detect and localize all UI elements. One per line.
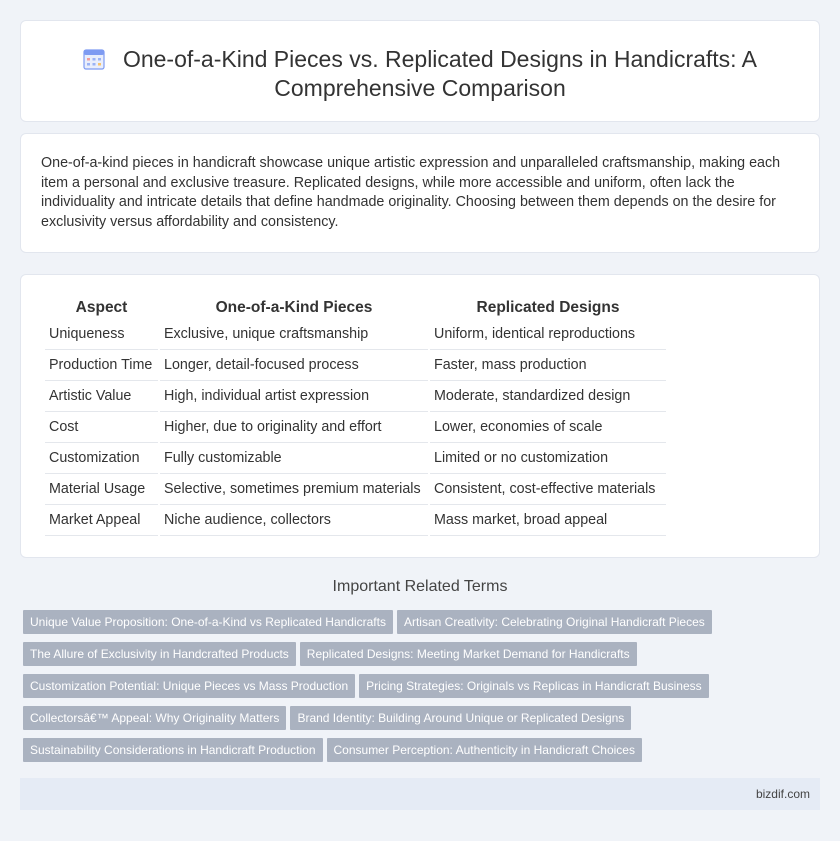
related-term-tag[interactable]: Artisan Creativity: Celebrating Original Handicraft Pieces bbox=[397, 610, 712, 634]
table-header-one-of-a-kind: One-of-a-Kind Pieces bbox=[215, 299, 373, 316]
related-terms-row bbox=[23, 738, 823, 770]
table-row bbox=[45, 505, 666, 536]
related-terms-heading: Important Related Terms bbox=[332, 578, 508, 595]
table-cell-aspect: Material Usage bbox=[45, 474, 158, 505]
calendar-icon bbox=[83, 48, 105, 70]
table-row bbox=[45, 350, 666, 381]
table-cell-one-of-a-kind: Fully customizable bbox=[160, 443, 428, 474]
related-terms-row bbox=[23, 674, 823, 706]
related-term-tag[interactable]: Unique Value Proposition: One-of-a-Kind vs Replicated Handicrafts bbox=[23, 610, 393, 634]
table-cell-one-of-a-kind: Exclusive, unique craftsmanship bbox=[160, 319, 428, 350]
table-cell-aspect: Artistic Value bbox=[45, 381, 158, 412]
table-cell-aspect: Uniqueness bbox=[45, 319, 158, 350]
table-cell-aspect: Production Time bbox=[45, 350, 158, 381]
table-row bbox=[45, 412, 666, 443]
intro-paragraph: One-of-a-kind pieces in handicraft showcase unique artistic expression and unparalleled craftsmanship, making each item a personal and exclusive treasure. Replicated designs, while more accessible and uniform, often lack the individuality and intricate details that define handmade originality. Choosing between them depends on the desire for exclusivity versus affordability and consistency. bbox=[41, 155, 781, 230]
table-row bbox=[45, 381, 666, 412]
table-cell-aspect: Customization bbox=[45, 443, 158, 474]
table-cell-replicated: Lower, economies of scale bbox=[430, 412, 666, 443]
page-title-container bbox=[61, 45, 779, 103]
related-terms-list bbox=[23, 610, 823, 770]
table-row bbox=[45, 319, 666, 350]
table-cell-one-of-a-kind: Selective, sometimes premium materials bbox=[160, 474, 428, 505]
related-terms-row bbox=[23, 642, 823, 674]
intro-card bbox=[20, 133, 820, 253]
table-cell-one-of-a-kind: Higher, due to originality and effort bbox=[160, 412, 428, 443]
related-terms-row bbox=[23, 706, 823, 738]
comparison-table bbox=[43, 297, 668, 536]
table-cell-one-of-a-kind: High, individual artist expression bbox=[160, 381, 428, 412]
table-cell-replicated: Consistent, cost-effective materials bbox=[430, 474, 666, 505]
comparison-table-card bbox=[20, 274, 820, 558]
footer-site-link[interactable]: bizdif.com bbox=[755, 787, 810, 801]
related-term-tag[interactable]: Customization Potential: Unique Pieces vs Mass Production bbox=[23, 674, 355, 698]
table-cell-replicated: Uniform, identical reproductions bbox=[430, 319, 666, 350]
table-header-row bbox=[45, 297, 666, 319]
table-cell-replicated: Moderate, standardized design bbox=[430, 381, 666, 412]
table-cell-one-of-a-kind: Niche audience, collectors bbox=[160, 505, 428, 536]
related-term-tag[interactable]: Collectorsâ€™ Appeal: Why Originality Matters bbox=[23, 706, 286, 730]
related-term-tag[interactable]: Consumer Perception: Authenticity in Handicraft Choices bbox=[327, 738, 642, 762]
table-cell-replicated: Mass market, broad appeal bbox=[430, 505, 666, 536]
table-cell-replicated: Faster, mass production bbox=[430, 350, 666, 381]
table-row bbox=[45, 474, 666, 505]
table-cell-replicated: Limited or no customization bbox=[430, 443, 666, 474]
table-row bbox=[45, 443, 666, 474]
related-term-tag[interactable]: Pricing Strategies: Originals vs Replicas in Handicraft Business bbox=[359, 674, 708, 698]
related-term-tag[interactable]: Brand Identity: Building Around Unique or Replicated Designs bbox=[290, 706, 631, 730]
footer-bar bbox=[20, 778, 820, 810]
table-cell-aspect: Market Appeal bbox=[45, 505, 158, 536]
table-header-aspect: Aspect bbox=[75, 299, 128, 316]
table-cell-one-of-a-kind: Longer, detail-focused process bbox=[160, 350, 428, 381]
related-term-tag[interactable]: Sustainability Considerations in Handicraft Production bbox=[23, 738, 323, 762]
page-title: One-of-a-Kind Pieces vs. Replicated Designs in Handicrafts: A Comprehensive Comparison bbox=[122, 46, 758, 101]
related-terms-row bbox=[23, 610, 823, 642]
header-card bbox=[20, 20, 820, 122]
table-header-replicated: Replicated Designs bbox=[476, 299, 620, 316]
related-term-tag[interactable]: Replicated Designs: Meeting Market Demand for Handicrafts bbox=[300, 642, 637, 666]
related-term-tag[interactable]: The Allure of Exclusivity in Handcrafted Products bbox=[23, 642, 296, 666]
table-cell-aspect: Cost bbox=[45, 412, 158, 443]
